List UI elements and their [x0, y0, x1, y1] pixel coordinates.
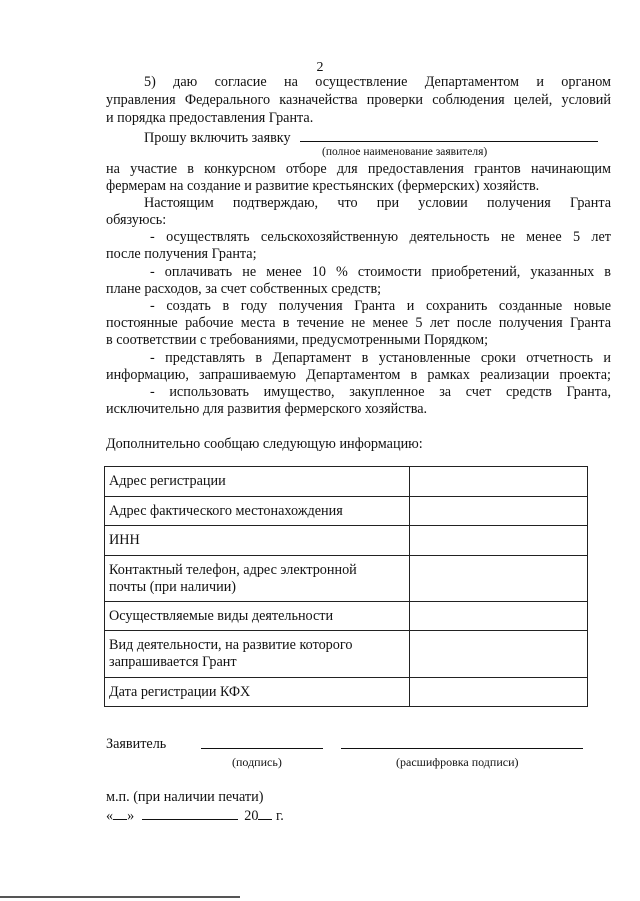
table-row	[105, 602, 588, 631]
date-line	[106, 805, 326, 825]
applicant-name-caption: (полное наименование заявителя)	[322, 146, 488, 158]
obligation-3-line1: - создать в году получения Гранта и сохранить созданные новые	[150, 298, 611, 314]
request-prefix: Прошу включить заявку	[144, 130, 291, 146]
info-value-cell[interactable]	[410, 602, 588, 631]
additional-info-heading: Дополнительно сообщаю следующую информацию:	[106, 436, 423, 452]
page-number: 2	[316, 60, 324, 75]
info-label: Адрес регистрации	[105, 467, 410, 497]
signature-blank[interactable]	[201, 747, 323, 749]
info-label	[105, 556, 410, 602]
info-label-line2: запрашивается Грант	[109, 654, 237, 670]
paragraph5-line1: 5) даю согласие на осуществление Департаментом и органом	[144, 74, 611, 90]
info-label	[105, 631, 410, 678]
year-prefix: 20	[244, 808, 259, 824]
request-line2: на участие в конкурсном отборе для предоставления грантов начинающим	[106, 161, 611, 177]
obligation-1-line1: - осуществлять сельскохозяйственную деятельность не менее 5 лет	[150, 229, 611, 245]
stamp-note: м.п. (при наличии печати)	[106, 789, 264, 805]
obligation-2-line1: - оплачивать не менее 10 % стоимости приобретений, указанных в	[150, 264, 611, 280]
info-value-cell[interactable]	[410, 631, 588, 678]
info-label: ИНН	[105, 526, 410, 556]
obligation-3-line3: в соответствии с требованиями, предусмотренными Порядком;	[106, 332, 489, 348]
applicant-label: Заявитель	[106, 736, 167, 752]
info-value-cell[interactable]	[410, 556, 588, 602]
info-label-line1: Вид деятельности, на развитие которого	[109, 637, 353, 653]
signature-caption: (подпись)	[232, 755, 282, 769]
obligation-4-line2: информацию, запрашиваемую Департаментом в рамках реализации проекта;	[106, 367, 611, 383]
table-row	[105, 467, 588, 497]
info-label-line2: почты (при наличии)	[109, 578, 237, 595]
info-value-cell[interactable]	[410, 467, 588, 497]
signature-decode-caption: (расшифровка подписи)	[396, 755, 519, 769]
info-value-cell[interactable]	[410, 497, 588, 526]
signature-decode-blank[interactable]	[341, 747, 583, 749]
year-blank[interactable]	[258, 805, 272, 820]
confirm-line2: обязуюсь:	[106, 212, 167, 228]
obligation-3-line2: постоянные рабочие места в течение не менее 5 лет после получения Гранта	[106, 315, 611, 331]
obligation-2-line2: плане расходов, за счет собственных средств;	[106, 281, 382, 297]
info-label: Осуществляемые виды деятельности	[105, 602, 410, 631]
info-label-line1: Контактный телефон, адрес электронной	[109, 561, 357, 578]
info-label: Дата регистрации КФХ	[105, 678, 410, 707]
table-row	[105, 497, 588, 526]
info-label: Адрес фактического местонахождения	[105, 497, 410, 526]
request-line3: фермерам на создание и развитие крестьянских (фермерских) хозяйств.	[106, 178, 540, 194]
year-suffix: г.	[276, 808, 284, 824]
table-row	[105, 631, 588, 678]
confirm-line1: Настоящим подтверждаю, что при условии получения Гранта	[144, 195, 611, 211]
bottom-divider	[0, 896, 240, 898]
month-blank[interactable]	[142, 805, 238, 820]
date-close-quote: »	[127, 808, 135, 824]
date-open-quote: «	[106, 808, 114, 824]
info-value-cell[interactable]	[410, 678, 588, 707]
day-blank[interactable]	[113, 805, 127, 820]
info-value-cell[interactable]	[410, 526, 588, 556]
paragraph5-line3: и порядка предоставления Гранта.	[106, 110, 314, 126]
applicant-name-blank[interactable]	[300, 127, 598, 142]
obligation-5-line1: - использовать имущество, закупленное за счет средств Гранта,	[150, 384, 611, 400]
obligation-1-line2: после получения Гранта;	[106, 246, 257, 262]
paragraph5-line2: управления Федерального казначейства проверки соблюдения целей, условий	[106, 92, 611, 108]
table-row	[105, 556, 588, 602]
table-row	[105, 526, 588, 556]
info-table	[104, 466, 588, 707]
table-row	[105, 678, 588, 707]
obligation-4-line1: - представлять в Департамент в установленные сроки отчетность и	[150, 350, 611, 366]
obligation-5-line2: исключительно для развития фермерского хозяйства.	[106, 401, 428, 417]
